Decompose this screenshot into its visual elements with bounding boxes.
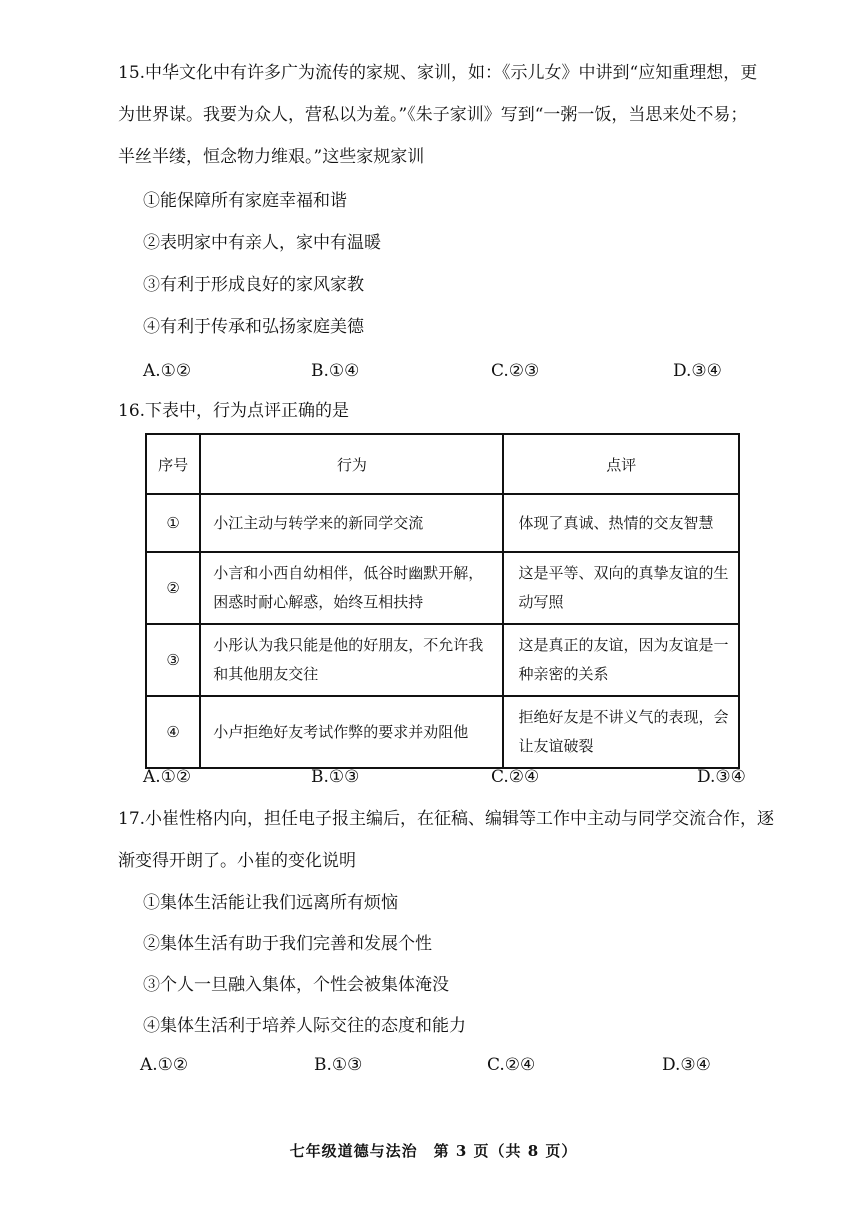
q16-stem: 16.下表中，行为点评正确的是 [118,401,350,421]
behavior-review-table [145,433,740,769]
table-header-row [146,434,739,494]
row-number: ③ [146,624,200,696]
row-behavior: 小言和小西自幼相伴，低谷时幽默开解，困惑时耐心解惑，始终互相扶持 [200,552,503,624]
q15-stem-line-3: 半丝半缕，恒念物力维艰。”这些家规家训 [118,147,425,167]
table-row [146,552,739,624]
row-behavior: 小江主动与转学来的新同学交流 [200,494,503,552]
header-number: 序号 [146,434,200,494]
table-row [146,494,739,552]
row-number: ④ [146,696,200,768]
row-review: 这是平等、双向的真挚友谊的生动写照 [503,552,739,624]
row-review: 体现了真诚、热情的交友智慧 [503,494,739,552]
q15-statement-2: ②表明家中有亲人，家中有温暖 [143,233,381,253]
q17-choice-a[interactable]: A.①② [140,1055,189,1075]
q16-choice-d[interactable]: D.③④ [697,767,746,787]
q15-statement-3: ③有利于形成良好的家风家教 [143,275,364,295]
q17-choice-d[interactable]: D.③④ [662,1055,711,1075]
row-behavior: 小彤认为我只能是他的好朋友，不允许我和其他朋友交往 [200,624,503,696]
q15-choice-a[interactable]: A.①② [143,361,192,381]
q17-stem-line-1: 17.小崔性格内向，担任电子报主编后，在征稿、编辑等工作中主动与同学交流合作，逐 [118,809,775,829]
q17-statement-3: ③个人一旦融入集体，个性会被集体淹没 [143,975,449,995]
q17-statement-1: ①集体生活能让我们远离所有烦恼 [143,893,398,913]
q17-statement-2: ②集体生活有助于我们完善和发展个性 [143,934,432,954]
q17-choice-b[interactable]: B.①③ [314,1055,363,1075]
q17-statement-4: ④集体生活利于培养人际交往的态度和能力 [143,1016,466,1036]
q15-choice-c[interactable]: C.②③ [491,361,540,381]
page-footer: 七年级道德与法治 第 3 页（共 8 页） [289,1142,578,1160]
row-review: 拒绝好友是不讲义气的表现，会让友谊破裂 [503,696,739,768]
header-behavior: 行为 [200,434,503,494]
q16-choice-a[interactable]: A.①② [143,767,192,787]
q17-choice-c[interactable]: C.②④ [487,1055,536,1075]
q15-statement-1: ①能保障所有家庭幸福和谐 [143,191,347,211]
row-behavior: 小卢拒绝好友考试作弊的要求并劝阻他 [200,696,503,768]
row-number: ① [146,494,200,552]
q15-stem-line-2: 为世界谋。我要为众人，营私以为羞。”《朱子家训》写到“一粥一饭，当思来处不易； [118,105,748,125]
row-number: ② [146,552,200,624]
table-row [146,624,739,696]
q15-statement-4: ④有利于传承和弘扬家庭美德 [143,317,364,337]
q17-stem-line-2: 渐变得开朗了。小崔的变化说明 [118,851,356,871]
q15-choice-d[interactable]: D.③④ [673,361,722,381]
header-review: 点评 [503,434,739,494]
q16-choice-c[interactable]: C.②④ [491,767,540,787]
table-row [146,696,739,768]
q15-choice-b[interactable]: B.①④ [311,361,360,381]
q15-stem-line-1: 15.中华文化中有许多广为流传的家规、家训，如：《示儿女》中讲到“应知重理想，更 [118,63,758,83]
row-review: 这是真正的友谊，因为友谊是一种亲密的关系 [503,624,739,696]
q16-choice-b[interactable]: B.①③ [311,767,360,787]
